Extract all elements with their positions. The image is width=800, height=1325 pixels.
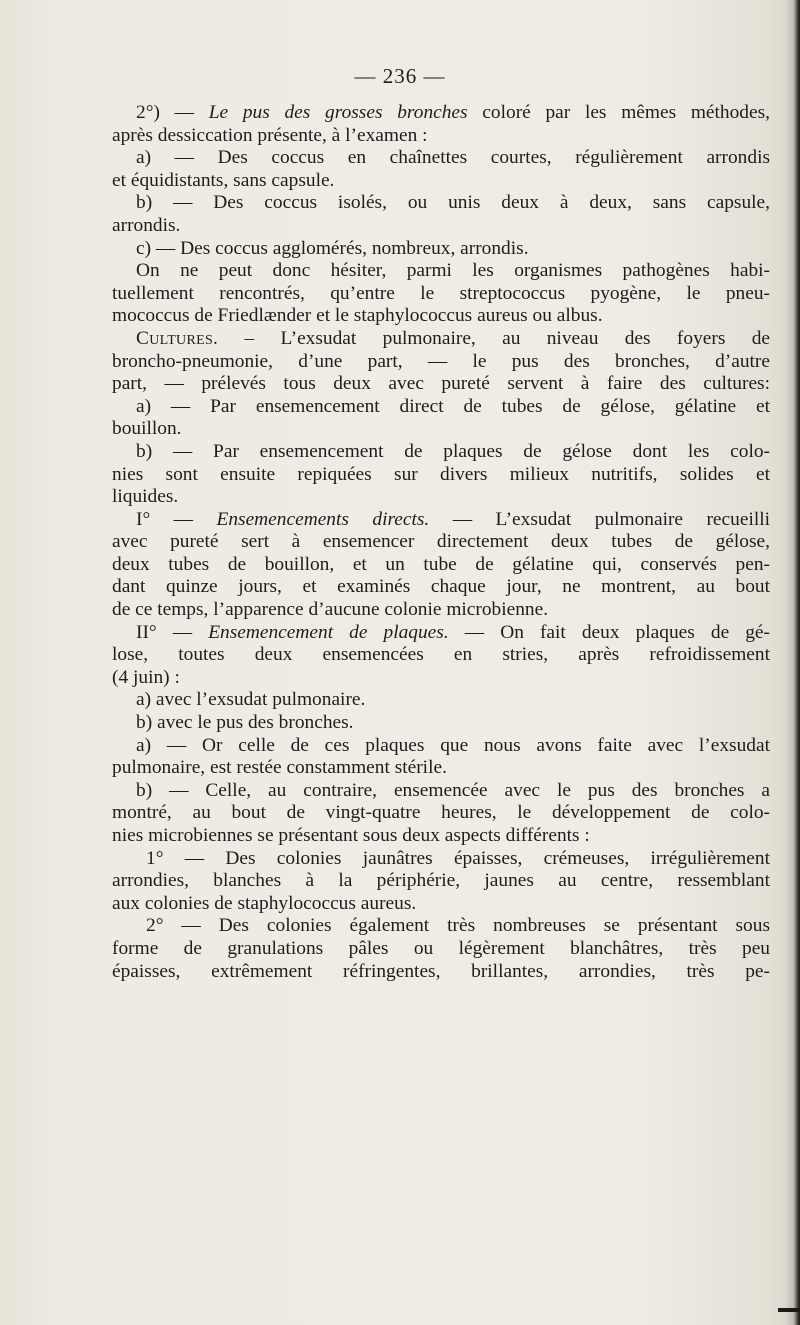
page-number: — 236 — (354, 64, 446, 88)
text-line: lose, toutes deux ensemencées en stries, après refroidissement (112, 644, 770, 666)
text-line: a) avec l’exsudat pulmonaire. (136, 689, 366, 711)
text-line: deux tubes de bouillon, et un tube de gélatine qui, conservés pen- (112, 553, 770, 575)
text-line: forme de granulations pâles ou légèrement blanchâtres, très peu (112, 937, 770, 959)
text-line: a) — Par ensemencement direct de tubes de gélose, gélatine et (136, 395, 770, 417)
text-line: pulmonaire, est restée constamment stérile. (112, 757, 447, 779)
text-line: b) — Celle, au contraire, ensemencée avec le pus des bronches a (136, 779, 770, 801)
text-line: b) avec le pus des bronches. (136, 712, 354, 734)
page-edge-mark (778, 1308, 800, 1312)
text-line: arrondis. (112, 214, 181, 236)
text-line: nies sont ensuite repiquées sur divers milieux nutritifs, solides et (112, 463, 770, 485)
text-line: On ne peut donc hésiter, parmi les organismes pathogènes habi- (136, 260, 770, 282)
text-line: nies microbiennes se présentant sous deux aspects différents : (112, 825, 590, 846)
text-line: mococcus de Friedlænder et le staphylococcus aureus ou albus. (112, 305, 603, 327)
text-line: 2° — Des colonies également très nombreuses se présentant sous (146, 915, 770, 937)
text-line: c) — Des coccus agglomérés, nombreux, arrondis. (136, 237, 529, 259)
text-line: tuellement rencontrés, qu’entre le streptococcus pyogène, le pneu- (112, 282, 770, 304)
text-line: I° — Ensemencements directs. — L’exsudat pulmonaire recueilli (136, 508, 770, 530)
body-text (112, 102, 770, 983)
text-line: épaisses, extrêmement réfringentes, brillantes, arrondies, très pe- (112, 960, 770, 982)
text-line: part, — prélevés tous deux avec pureté servent à faire des cultures: (112, 373, 770, 395)
text-line: avec pureté sert à ensemencer directement deux tubes de gélose, (112, 531, 770, 553)
text-line: a) — Or celle de ces plaques que nous avons faite avec l’exsudat (136, 734, 770, 756)
page-edge (786, 0, 800, 1325)
text-line: montré, au bout de vingt-quatre heures, le développement de colo- (112, 802, 770, 824)
text-line: Cultures. – L’exsudat pulmonaire, au niveau des foyers de (136, 327, 770, 349)
text-line: a) — Des coccus en chaînettes courtes, régulièrement arrondis (136, 147, 770, 169)
text-line: broncho-pneumonie, d’une part, — le pus des bronches, d’autre (112, 350, 770, 372)
text-line: arrondies, blanches à la périphérie, jaunes au centre, ressemblant (112, 870, 770, 892)
text-line: liquides. (112, 486, 179, 508)
text-line: aux colonies de staphylococcus aureus. (112, 892, 417, 914)
text-line: et équidistants, sans capsule. (112, 169, 335, 191)
text-line: bouillon. (112, 418, 182, 440)
text-line: II° — Ensemencement de plaques. — On fait deux plaques de gé- (136, 621, 770, 643)
text-line: dant quinze jours, et examinés chaque jour, ne montrent, au bout (112, 576, 770, 598)
text-line: de ce temps, l’apparence d’aucune colonie microbienne. (112, 599, 549, 621)
text-line: après dessiccation présente, à l’examen : (112, 124, 428, 146)
text-line: 1° — Des colonies jaunâtres épaisses, crémeuses, irrégulièrement (146, 847, 770, 869)
text-line: (4 juin) : (112, 666, 180, 688)
text-line: 2°) — Le pus des grosses bronches coloré par les mêmes méthodes, (136, 102, 770, 123)
text-line: b) — Par ensemencement de plaques de gélose dont les colo- (136, 440, 770, 462)
text-line: b) — Des coccus isolés, ou unis deux à deux, sans capsule, (136, 192, 770, 214)
